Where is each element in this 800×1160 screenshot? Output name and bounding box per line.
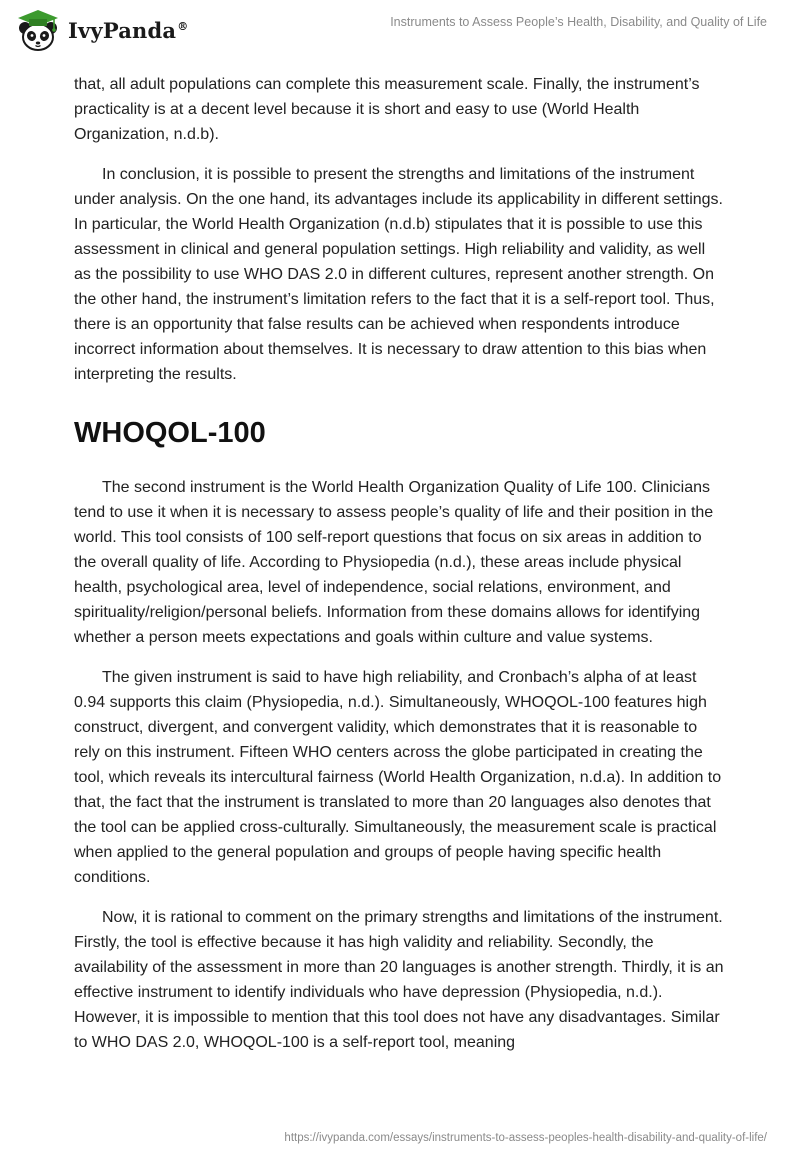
- page-header: [0, 0, 800, 66]
- footer-source-url[interactable]: https://ivypanda.com/essays/instruments-to-assess-peoples-health-disability-and-quality-of-life/: [284, 1132, 767, 1144]
- section-heading-whoqol: WHOQOL-100: [74, 417, 266, 449]
- paragraph-whoqol-intro: The second instrument is the World Health Organization Quality of Life 100. Clinicians tend to use it when it is necessary to assess people’s quality of life and their position in the world. This tool consists of 100 self-report questions that focus on six areas in addition to the overall quality of life. According to Physiopedia (n.d.), these areas include physical health, psychological area, level of independence, social relations, environment, and spirituality/religion/personal beliefs. Information from these domains allows for identifying whether a person meets expectations and goals within culture and value systems.: [74, 479, 714, 646]
- document-title: Instruments to Assess People’s Health, Disability, and Quality of Life: [390, 15, 767, 29]
- paragraph-whoqol-reliability: The given instrument is said to have high reliability, and Cronbach’s alpha of at least 0.94 supports this claim (Physiopedia, n.d.). Simultaneously, WHOQOL-100 features high construct, divergent, and convergent validity, which demonstrates that it is reasonable to rely on this instrument. Fifteen WHO centers across the globe participated in creating the tool, which reveals its intercultural fairness (World Health Organization, n.d.a). In addition to that, the fact that the instrument is translated to more than 20 languages also denotes that the tool can be applied cross-culturally. Simultaneously, the measurement scale is practical when applied to the general population and groups of people having specific health conditions.: [74, 669, 722, 886]
- paragraph-conclusion: In conclusion, it is possible to present the strengths and limitations of the instrument under analysis. On the one hand, its advantages include its applicability in different settings. In particular, the World Health Organization (n.d.b) stipulates that it is possible to use this assessment in clinical and general population settings. High reliability and validity, as well as the possibility to use WHO DAS 2.0 in different cultures, represent another strength. On the other hand, the instrument’s limitation refers to the fact that it is a self-report tool. Thus, there is an opportunity that false results can be achieved when respondents introduce incorrect information about themselves. It is necessary to draw attention to this bias when interpreting the results.: [74, 166, 723, 383]
- logo-wordmark: IvyPanda®: [68, 17, 189, 43]
- ivypanda-logo[interactable]: [14, 8, 188, 52]
- paragraph-continuation: that, all adult populations can complete this measurement scale. Finally, the instrument’s practicality is at a decent level because it is short and easy to use (World Health Organization, n.d.b).: [74, 76, 700, 143]
- paragraph-whoqol-strengths: Now, it is rational to comment on the primary strengths and limitations of the instrument. Firstly, the tool is effective because it has high validity and reliability. Secondly, the availability of the assessment in more than 20 languages is another strength. Thirdly, it is an effective instrument to identify individuals who have depression (Physiopedia, n.d.). However, it is impossible to mention that this tool does not have any disadvantages. Similar to WHO DAS 2.0, WHOQOL-100 is a self-report tool, meaning: [74, 909, 724, 1051]
- essay-content: [74, 72, 724, 1070]
- panda-graduation-cap-icon: [14, 8, 62, 52]
